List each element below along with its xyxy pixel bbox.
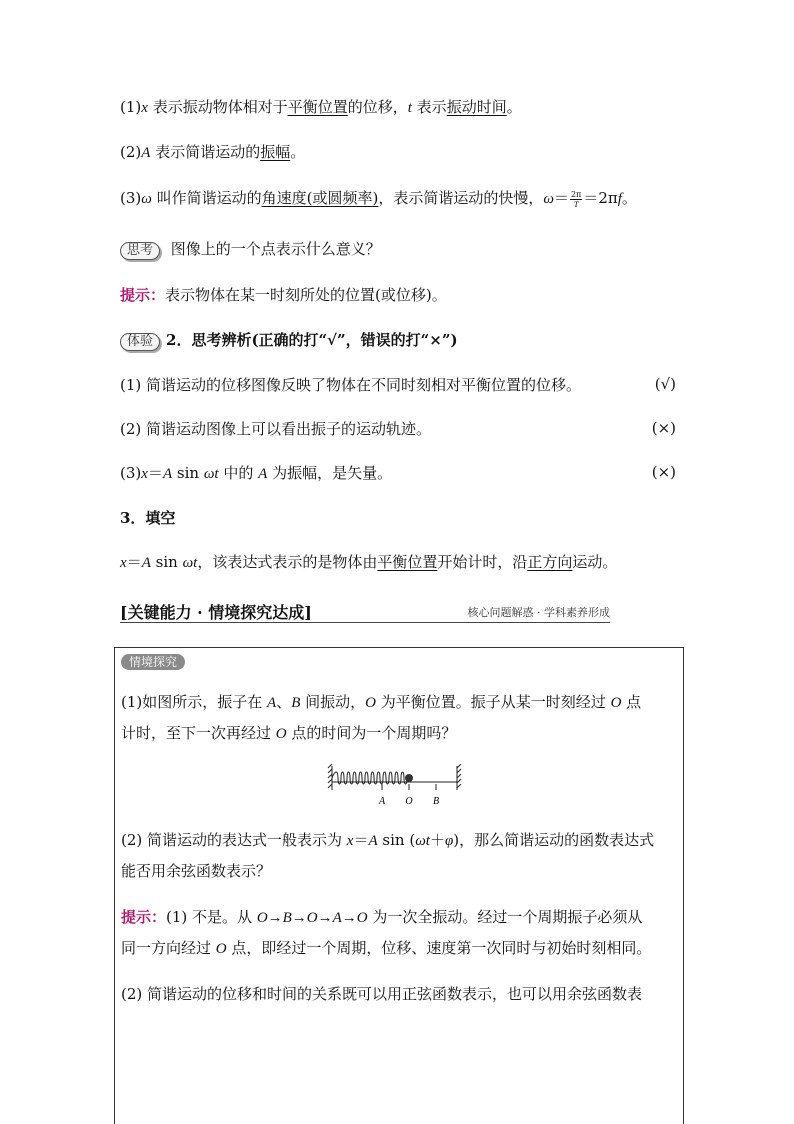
- spring-oscillator-figure: [327, 764, 463, 810]
- think-row: [120, 239, 381, 260]
- hint-label: 提示：: [120, 286, 166, 304]
- exploration-tag: 情境探究: [121, 654, 185, 670]
- judge-item-2: (2) 简谐运动图像上可以看出振子的运动轨迹。: [120, 420, 432, 438]
- note-3: (3)ω 叫作简谐运动的角速度(或圆频率)，表示简谐运动的快慢，ω＝ $\frac{2\pi}{T}$ ＝2πf。: [120, 189, 637, 209]
- question-1-line-2: 计时，至下一次再经过 O 点的时间为一个周期吗？: [121, 724, 457, 742]
- question-2-line-2: 能否用余弦函数表示？: [121, 862, 272, 880]
- fill-heading: 3．填空: [120, 509, 176, 527]
- answer-1-line-1: 提示：(1) 不是。从 O→B→O→A→O 为一次全振动。经过一个周期振子必须从: [121, 908, 643, 926]
- label-o: O: [405, 796, 413, 807]
- oscillator-ball: [405, 774, 413, 782]
- fill-sentence: x＝A sin ωt，该表达式表示的是物体由平衡位置开始计时，沿正方向运动。: [120, 553, 618, 571]
- section-subtitle: 核心问题解惑 · 学科素养形成: [467, 606, 610, 619]
- question-2-line-1: (2) 简谐运动的表达式一般表示为 x＝A sin (ωt＋φ)，那么简谐运动的函数表达式: [121, 831, 655, 849]
- label-b: B: [432, 796, 440, 807]
- judge-mark-3: (×): [651, 463, 676, 481]
- answer-underline: 平衡位置: [287, 98, 348, 116]
- right-wall-hatch: [457, 764, 461, 788]
- think-question: 图像上的一个点表示什么意义？: [170, 240, 381, 258]
- hint-label: 提示：: [121, 908, 167, 926]
- section-title: [关键能力 · 情境探究达成]: [120, 603, 312, 622]
- answer-underline: 正方向: [527, 553, 573, 571]
- exploration-box: [114, 647, 684, 1124]
- experience-tag: 体验: [120, 333, 160, 351]
- fraction: $\frac{2\pi}{T}$: [570, 189, 582, 209]
- hint-row: 提示：表示物体在某一时刻所处的位置(或位移)。: [120, 286, 447, 304]
- judge-mark-2: (×): [651, 419, 676, 437]
- question-1-line-1: (1)如图所示，振子在 A、B 间振动，O 为平衡位置。振子从某一时刻经过 O 点: [121, 693, 642, 711]
- answer-1-line-2: 同一方向经过 O 点，即经过一个周期，位移、速度第一次同时与初始时刻相同。: [121, 939, 652, 957]
- answer-underline: 角速度(或圆频率): [261, 189, 379, 207]
- answer-2-line-1: (2) 简谐运动的位移和时间的关系既可以用正弦函数表示，也可以用余弦函数表: [121, 985, 643, 1003]
- think-tag: 思考: [120, 242, 160, 260]
- answer-underline: 振动时间: [446, 98, 507, 116]
- section-header: [120, 600, 610, 623]
- answer-underline: 平衡位置: [377, 553, 438, 571]
- left-wall-hatch: [328, 764, 332, 788]
- experience-heading: 2．思考辨析(正确的打“√”，错误的打“×”): [166, 331, 458, 349]
- experience-row: [120, 330, 458, 351]
- answer-underline: 振幅: [260, 143, 291, 161]
- judge-mark-1: (√): [654, 375, 676, 393]
- note-1: (1)x 表示振动物体相对于平衡位置的位移，t 表示振动时间。: [120, 98, 522, 116]
- note-2: (2)A 表示简谐运动的振幅。: [120, 143, 306, 161]
- judge-item-1: (1) 简谐运动的位移图像反映了物体在不同时刻相对平衡位置的位移。: [120, 376, 582, 394]
- judge-item-3: (3)x＝A sin ωt 中的 A 为振幅，是矢量。: [120, 464, 393, 482]
- label-a: A: [378, 796, 386, 807]
